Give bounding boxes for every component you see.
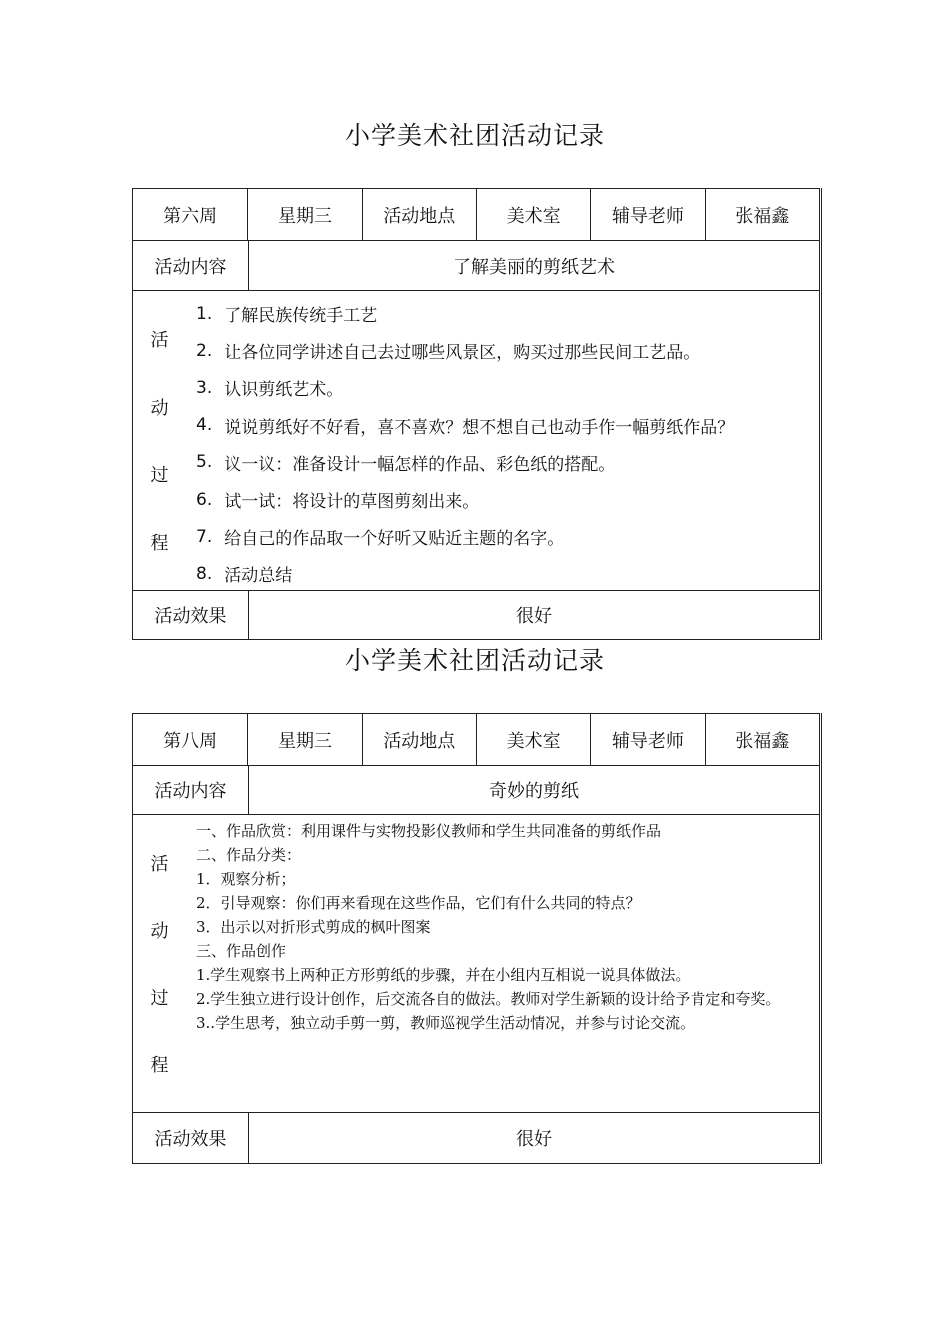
process-line: 3..学生思考，独立动手剪一剪，教师巡视学生活动情况，并参与讨论交流。: [196, 1014, 696, 1032]
step-number: 6.: [196, 489, 213, 510]
step-text: 说说剪纸好不好看，喜不喜欢？想不想自己也动手作一幅剪纸作品？: [224, 417, 735, 438]
process-label-char: 过: [150, 988, 169, 1010]
step-number: 3.: [196, 377, 213, 398]
process-steps: [186, 815, 819, 1112]
step-number: 7.: [196, 526, 213, 547]
activity-record-table: [132, 188, 820, 640]
place-value: 美术室: [476, 189, 590, 240]
process-label-char: 动: [150, 920, 169, 942]
step-text: 给自己的作品取一个好听又贴近主题的名字。: [224, 529, 565, 550]
process-step: [196, 555, 811, 592]
process-row: [133, 815, 819, 1113]
content-label: 活动内容: [154, 781, 227, 802]
place-value: 美术室: [476, 714, 590, 765]
effect-value: 很好: [248, 591, 819, 639]
content-value: 了解美丽的剪纸艺术: [248, 241, 819, 290]
step-text: 了解民族传统手工艺: [224, 306, 378, 327]
effect-label: 活动效果: [154, 606, 227, 627]
process-label: [133, 291, 186, 590]
weekday-cell: 星期三: [247, 189, 361, 240]
process-label: [133, 815, 186, 1112]
process-label-char: 活: [150, 329, 169, 351]
step-text: 认识剪纸艺术。: [224, 380, 344, 401]
step-number: 4.: [196, 415, 213, 436]
process-steps: [186, 291, 819, 590]
teacher-label: 辅导老师: [590, 714, 704, 765]
process-line: 2．引导观察：你们再来看现在这些作品，它们有什么共同的特点？: [196, 894, 641, 912]
effect-value: 很好: [248, 1113, 819, 1163]
week-cell: 第八周: [163, 730, 218, 752]
step-text: 让各位同学讲述自己去过哪些风景区，购买过那些民间工艺品。: [224, 343, 701, 364]
step-number: 1.: [196, 303, 213, 324]
effect-label: 活动效果: [154, 1129, 227, 1150]
process-row: [133, 291, 819, 591]
process-step: [196, 481, 811, 518]
process-label-char: 程: [150, 1055, 169, 1077]
content-label: 活动内容: [154, 256, 227, 278]
process-step: [196, 407, 811, 444]
activity-record-table: [132, 713, 820, 1164]
process-line: 一、作品欣赏：利用课件与实物投影仪教师和学生共同准备的剪纸作品: [196, 822, 662, 840]
effect-row: [133, 591, 819, 639]
process-label-char: 程: [150, 533, 169, 555]
process-label-char: 过: [150, 465, 169, 487]
effect-row: [133, 1113, 819, 1163]
process-line: 2.学生独立进行设计创作，后交流各自的做法。教师对学生新颖的设计给予肯定和夸奖。: [196, 990, 781, 1008]
step-number: 2.: [196, 340, 213, 361]
step-number: 5.: [196, 452, 213, 473]
content-value: 奇妙的剪纸: [248, 766, 819, 814]
process-step: [196, 369, 811, 406]
record-title: 小学美术社团活动记录: [344, 646, 605, 675]
teacher-label: 辅导老师: [590, 189, 704, 240]
week-cell: 第六周: [163, 205, 218, 227]
info-row: [133, 714, 819, 766]
process-line: 三、作品创作: [196, 942, 287, 960]
process-line: 1．观察分析；: [196, 870, 296, 888]
step-text: 议一议：准备设计一幅怎样的作品、彩色纸的搭配。: [224, 454, 616, 475]
process-label-char: 活: [150, 853, 169, 875]
info-row: [133, 189, 819, 241]
process-step: [196, 444, 811, 481]
process-step: [196, 295, 811, 332]
process-label-char: 动: [150, 397, 169, 419]
step-text: 试一试：将设计的草图剪刻出来。: [224, 492, 480, 513]
weekday-cell: 星期三: [247, 714, 361, 765]
process-step: [196, 518, 811, 555]
process-line: 3．出示以对折形式剪成的枫叶图案: [196, 918, 431, 936]
record-title: 小学美术社团活动记录: [344, 121, 605, 150]
content-row: [133, 766, 819, 815]
process-line: 1.学生观察书上两种正方形剪纸的步骤，并在小组内互相说一说具体做法。: [196, 966, 691, 984]
place-label: 活动地点: [362, 189, 476, 240]
process-step: [196, 332, 811, 369]
step-text: 活动总结: [224, 566, 293, 587]
teacher-value: 张福鑫: [705, 189, 819, 240]
teacher-value: 张福鑫: [705, 714, 819, 765]
step-number: 8.: [196, 563, 213, 584]
place-label: 活动地点: [362, 714, 476, 765]
process-line: 二、作品分类：: [196, 846, 302, 864]
content-row: [133, 241, 819, 291]
